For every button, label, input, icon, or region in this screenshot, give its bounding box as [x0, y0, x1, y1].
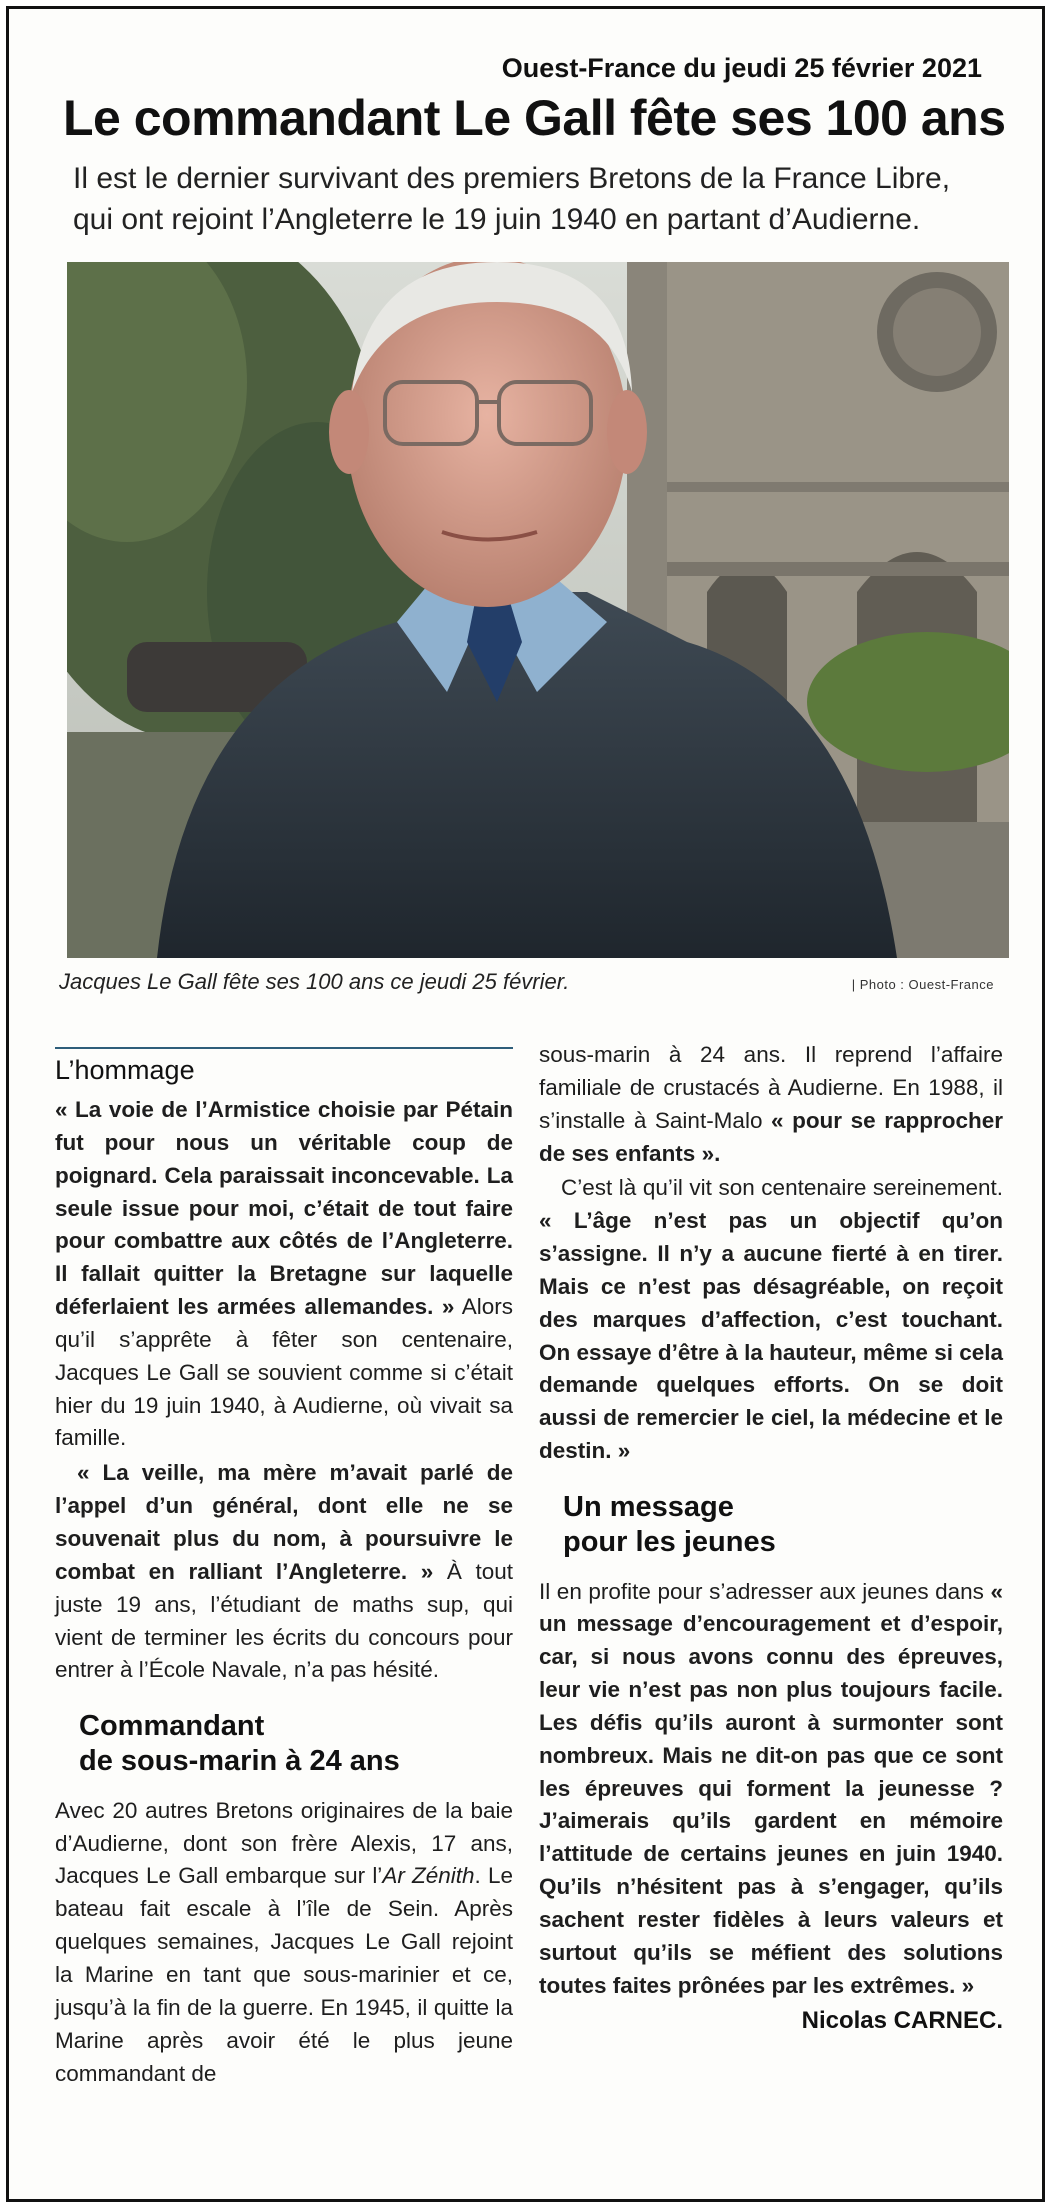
quote-appel: « La veille, ma mère m’avait parlé de l’appel d’un général, dont elle ne se souvenait plus du nom, à poursuivre le combat en ralliant l’Angleterre. »: [55, 1460, 513, 1584]
quote-armistice: « La voie de l’Armistice choisie par Pétain fut pour nous un véritable coup de poignard. Cela paraissait inconcevable. La seule issue pour moi, c’était de tout faire pour combattre aux côtés de l’Angleterre. Il fallait quitter la Bretagne sur laquelle déferlaient les armées allemandes. »: [55, 1097, 513, 1320]
article-frame: [6, 6, 1045, 2202]
subhead-commandant-line-2: de sous-marin à 24 ans: [79, 1744, 400, 1777]
paragraph-4-text: sous-marin à 24 ans. Il reprend l’affaire familiale de crustacés à Audierne. En 1988, il s’installe à Saint-Malo: [539, 1042, 1003, 1133]
photo-credit: | Photo : Ouest-France: [851, 977, 994, 992]
quote-jeunes: « un message d’encouragement et d’espoir, car, si nous avons connu des épreuves, leur vie n’est pas non plus toujours facile. Les défis qu’ils auront à surmonter sont nombreux. Mais ne dit-on pas que ce sont les épreuves qui forment la jeunesse ? J’aimerais qu’ils gardent en mémoire l’attitude de certains jeunes en juin 1940. Qu’ils n’hésitent pas à s’engager, qu’ils sachent rester fidèles à leurs valeurs et surtout qu’ils se méfient des solutions toutes faites prônées par les extrêmes. »: [539, 1578, 1003, 1998]
paragraph-3-before: Avec 20 autres Bretons originaires de la baie d’Audierne, dont son frère Alexis, 17 ans, Jacques Le Gall embarque sur l’: [55, 1797, 513, 1889]
paragraph-4: [539, 1039, 1003, 1170]
paragraph-3: [55, 1795, 513, 2091]
paragraph-2-text: À tout juste 19 ans, l’étudiant de maths sup, qui vient de terminer les écrits du concours pour entrer à l’École Navale, n’a pas hésité.: [55, 1558, 513, 1683]
author-signature: Nicolas CARNEC.: [801, 2006, 1003, 2034]
right-column: [539, 1039, 1003, 2035]
paragraph-5: [539, 1172, 1003, 1468]
paragraph-1-text: Alors qu’il s’apprête à fêter son centenaire, Jacques Le Gall se souvient comme si c’était hier du 19 juin 1940, à Audierne, où vivait sa famille.: [55, 1294, 513, 1451]
subhead-message-line-1: Un message: [563, 1490, 734, 1523]
rubric-hommage: L’hommage: [55, 1047, 513, 1086]
left-column: [55, 1047, 513, 2092]
chapo-line-2: qui ont rejoint l’Angleterre le 19 juin 1940 en partant d’Audierne.: [73, 202, 921, 236]
photo-caption: Jacques Le Gall fête ses 100 ans ce jeudi 25 février.: [59, 969, 570, 994]
paragraph-1: [55, 1094, 513, 1455]
quote-enfants: « pour se rapprocher de ses enfants ».: [539, 1107, 1003, 1166]
subhead-message-line-2: pour les jeunes: [563, 1525, 776, 1558]
chapo-line-1: Il est le dernier survivant des premiers Bretons de la France Libre,: [73, 162, 951, 195]
paragraph-2: [55, 1457, 513, 1687]
subhead-commandant: [79, 1709, 513, 1779]
paragraph-3-after: . Le bateau fait escale à l’île de Sein. Après quelques semaines, Jacques Le Gall rejoint la Marine en tant que sous-marinier et ce, jusqu’à la fin de la guerre. En 1945, il quitte la Marine après avoir été le plus jeune commandant de: [55, 1863, 513, 2086]
chapo: [73, 159, 1033, 240]
headline: Le commandant Le Gall fête ses 100 ans: [63, 90, 1006, 146]
paragraph-5-text: C’est là qu’il vit son centenaire sereinement.: [561, 1175, 1003, 1201]
ship-name: Ar Zénith: [382, 1863, 475, 1889]
source-line: Ouest-France du jeudi 25 février 2021: [501, 53, 982, 83]
portrait-photo: [67, 262, 1009, 958]
paragraph-6-text: Il en profite pour s’adresser aux jeunes dans: [539, 1578, 991, 1604]
paragraph-6: [539, 1576, 1003, 2003]
subhead-message: [563, 1490, 1003, 1560]
subhead-commandant-line-1: Commandant: [79, 1710, 265, 1743]
quote-age: « L’âge n’est pas un objectif qu’on s’assigne. Il n’y a aucune fierté à en tirer. Mais ce n’est pas désagréable, on reçoit des marques d’affection, c’est touchant. On essaye d’être à la hauteur, même si cela demande quelques efforts. On se doit aussi de remercier le ciel, la médecine et le destin. »: [539, 1208, 1003, 1464]
